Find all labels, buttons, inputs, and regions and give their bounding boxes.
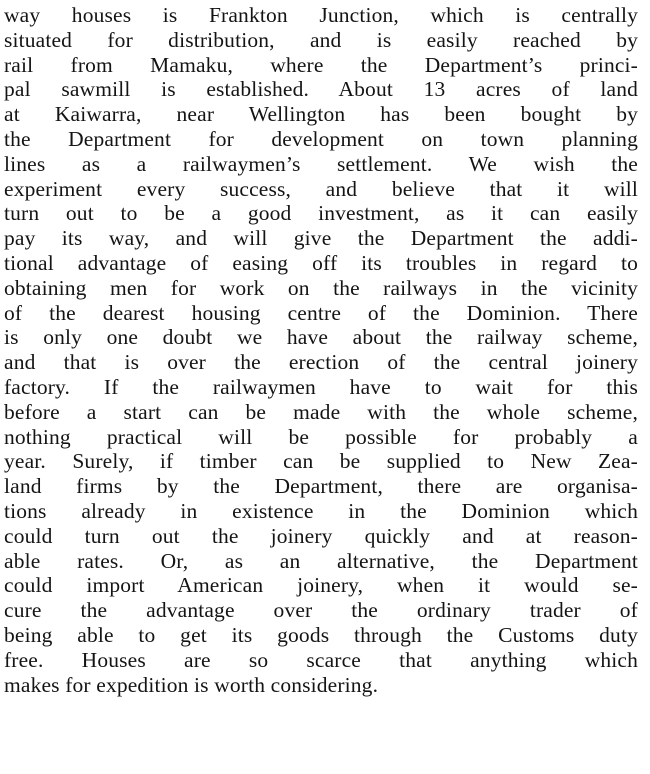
text-line: tions already in existence in the Dominion which <box>4 498 638 523</box>
text-line: able rates. Or, as an alternative, the Department <box>4 548 638 573</box>
text-line: way houses is Frankton Junction, which is centrally <box>4 3 638 27</box>
text-line: situated for distribution, and is easily reached by <box>4 27 638 52</box>
text-line: factory. If the railwaymen have to wait for this <box>4 374 638 399</box>
text-line: and that is over the erection of the central joinery <box>4 350 638 375</box>
text-line: pay its way, and will give the Department the addi- <box>4 226 638 251</box>
text-line: land firms by the Department, there are organisa- <box>4 474 638 499</box>
text-line: of the dearest housing centre of the Dominion. There <box>4 300 638 325</box>
text-line: obtaining men for work on the railways in the vicinity <box>4 275 638 300</box>
text-line: tional advantage of easing off its troubles in regard to <box>4 250 638 275</box>
text-line: pal sawmill is established. About 13 acres of land <box>4 77 638 102</box>
text-line: the Department for development on town planning <box>4 126 638 151</box>
text-line: rail from Mamaku, where the Department’s princi- <box>4 52 638 77</box>
body-paragraph <box>4 3 638 697</box>
text-line: cure the advantage over the ordinary trader of <box>4 598 638 623</box>
text-line: turn out to be a good investment, as it can easily <box>4 201 638 226</box>
text-line: could import American joinery, when it would se- <box>4 573 638 598</box>
text-line: at Kaiwarra, near Wellington has been bought by <box>4 102 638 127</box>
text-line: nothing practical will be possible for probably a <box>4 424 638 449</box>
text-line: is only one doubt we have about the railway scheme, <box>4 325 638 350</box>
text-line: could turn out the joinery quickly and at reason- <box>4 523 638 548</box>
text-line: experiment every success, and believe that it will <box>4 176 638 201</box>
text-line: before a start can be made with the whole scheme, <box>4 399 638 424</box>
text-line: makes for expedition is worth considering. <box>4 672 379 697</box>
text-line: year. Surely, if timber can be supplied to New Zea- <box>4 449 638 474</box>
text-line: being able to get its goods through the Customs duty <box>4 622 638 647</box>
text-line: lines as a railwaymen’s settlement. We wish the <box>4 151 638 176</box>
text-line: free. Houses are so scarce that anything which <box>4 647 638 672</box>
